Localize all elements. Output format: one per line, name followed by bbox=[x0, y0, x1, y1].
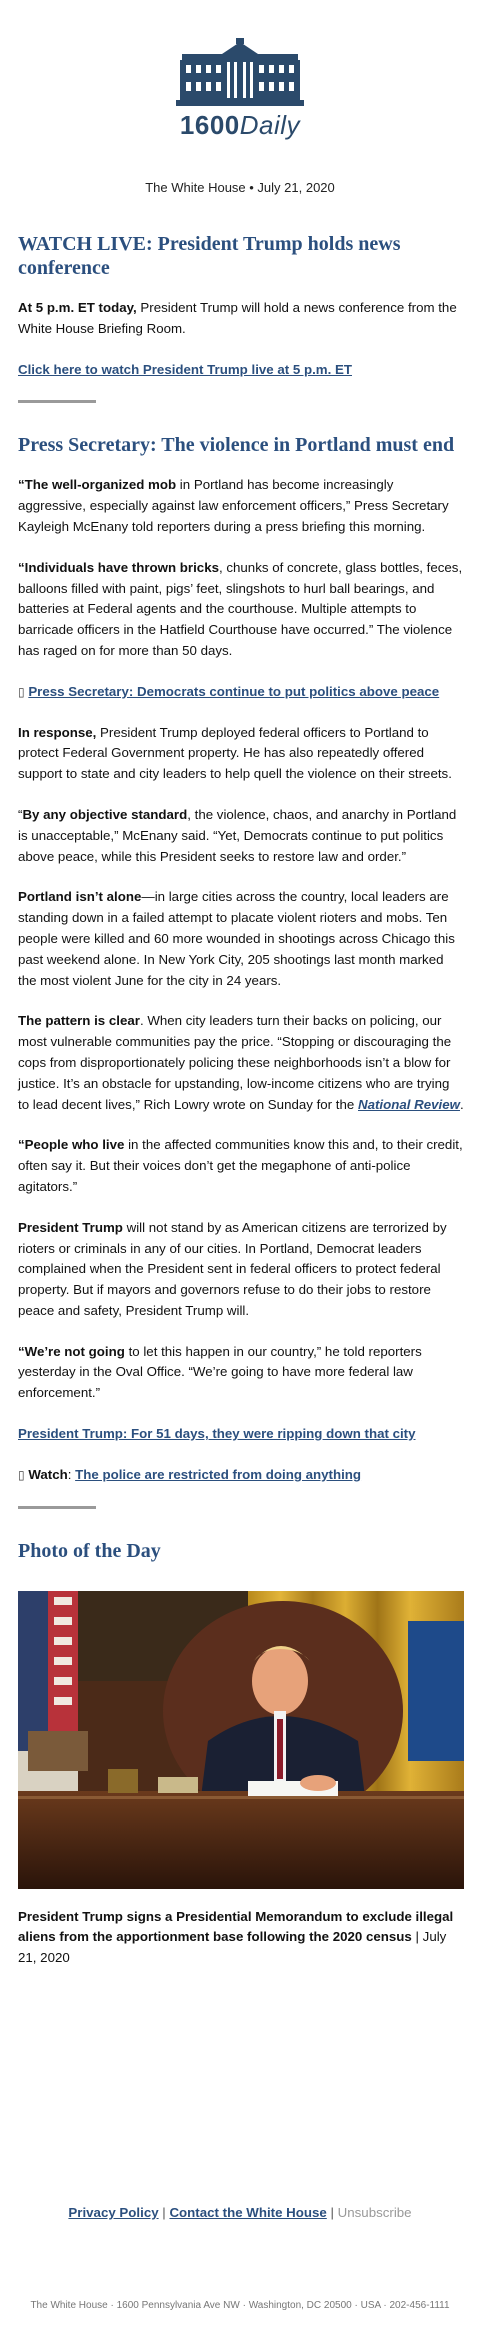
police-restricted-link[interactable]: The police are restricted from doing anything bbox=[75, 1466, 362, 1482]
national-review-link[interactable]: National Review bbox=[358, 1096, 460, 1112]
caption-date: | July 21, 2020 bbox=[18, 1929, 447, 1966]
lead-in: Portland isn’t alone bbox=[18, 889, 142, 905]
paragraph bbox=[18, 1465, 464, 1486]
brand-wordmark bbox=[0, 110, 480, 141]
body-text: President Trump will hold a news conference from the White House Briefing Room. bbox=[18, 300, 457, 336]
brand-number: 1600 bbox=[179, 110, 240, 140]
body-text: , the violence, chaos, and anarchy in Portland is unacceptable,” McEnany said. “Yet, Democrats continue to put politics above peace, while this President seeks to restore law and order.” bbox=[18, 806, 457, 864]
paragraph bbox=[18, 360, 464, 381]
section-title-portland: Press Secretary: The violence in Portland must end bbox=[18, 434, 455, 457]
paragraph bbox=[18, 1342, 464, 1404]
unsubscribe-link[interactable]: Unsubscribe bbox=[337, 2205, 412, 2220]
body-text: in the affected communities know this and, to their credit, often say it. But their voices don’t get the megaphone of anti-police agitators.” bbox=[18, 1137, 463, 1194]
footer-address: The White House · 1600 Pennsylvania Ave NW · Washington, DC 20500 · USA · 202-456-1111 bbox=[30, 2300, 450, 2311]
lead-in: At 5 p.m. ET today, bbox=[18, 300, 137, 315]
lead-in: “People who live bbox=[18, 1137, 125, 1153]
footer-separator: | bbox=[158, 2205, 170, 2220]
paragraph bbox=[18, 298, 464, 340]
white-house-logo-icon bbox=[170, 38, 310, 108]
section-divider bbox=[18, 400, 96, 403]
body-text: . When city leaders turn their backs on policing, our most vulnerable communities pay the price. “Stopping or discouraging the cops from disproportionately policing these neighborhoods isn’t a blow for justice. It’s an obstacle for upstanding, low-income citizens who are trying to lead decent lives,” Rich Lowry wrote on Sunday for the bbox=[18, 1013, 452, 1112]
section-divider bbox=[18, 1506, 96, 1509]
photo-caption bbox=[18, 1907, 464, 1969]
watch-live-link[interactable]: Click here to watch President Trump live at 5 p.m. ET bbox=[18, 361, 352, 377]
dateline: The White House • July 21, 2020 bbox=[145, 180, 335, 195]
section-title-photo-of-the-day: Photo of the Day bbox=[18, 1539, 161, 1562]
contact-link[interactable]: Contact the White House bbox=[169, 2205, 327, 2220]
paragraph bbox=[18, 475, 464, 537]
oval-office-photo-icon bbox=[18, 1591, 464, 1889]
caption-title: President Trump signs a Presidential Memorandum to exclude illegal aliens from the apportionment base following the 2020 census bbox=[18, 1908, 454, 1945]
lead-in: The pattern is clear bbox=[18, 1013, 140, 1029]
quote-mark: “ bbox=[18, 806, 23, 822]
body-text: to let this happen in our country,” he told reporters yesterday in the Oval Office. “We’re going to have more federal law enforcement.” bbox=[18, 1343, 422, 1401]
ripping-down-city-link[interactable]: President Trump: For 51 days, they were ripping down that city bbox=[18, 1426, 416, 1442]
privacy-policy-link[interactable]: Privacy Policy bbox=[68, 2205, 159, 2220]
paragraph bbox=[18, 723, 464, 785]
politics-above-peace-link[interactable]: Press Secretary: Democrats continue to put politics above peace bbox=[28, 683, 440, 699]
lead-in: By any objective standard bbox=[22, 806, 188, 822]
lead-in: In response, bbox=[18, 724, 97, 740]
section-title-watch-live: WATCH LIVE: President Trump holds news conference bbox=[18, 233, 401, 279]
watch-colon: : bbox=[67, 1466, 76, 1482]
body-text: , chunks of concrete, glass bottles, feces, balloons filled with paint, pigs’ feet, slingshots to hurl ball bearings, and batteries at Federal agents and the courthouse. Multiple attempts to barricade officers in the Hatfield Courthouse have occurred.” The violence has raged on for more than 50 days. bbox=[18, 559, 463, 658]
brand-word: Daily bbox=[239, 110, 301, 140]
paragraph bbox=[18, 1011, 464, 1115]
body-text: will not stand by as American citizens are terrorized by rioters or criminals in any of our cities. In Portland, Democrat leaders complained when the President sent in federal officers to protect federal property. But if mayors and governors refuse to do their jobs to restore peace and safety, President Trump will. bbox=[18, 1219, 447, 1318]
watch-label: Watch bbox=[28, 1466, 68, 1482]
masthead bbox=[0, 38, 480, 141]
footer-separator: | bbox=[326, 2205, 338, 2220]
paragraph bbox=[18, 1218, 464, 1322]
paragraph bbox=[18, 887, 464, 991]
paragraph bbox=[18, 1135, 464, 1197]
paragraph bbox=[18, 558, 464, 662]
paragraph bbox=[18, 682, 464, 703]
email-body bbox=[18, 232, 464, 1969]
lead-in: President Trump bbox=[18, 1219, 123, 1235]
footer-links bbox=[0, 2205, 480, 2220]
lead-in: “The well-organized mob bbox=[18, 477, 177, 493]
lead-in: “Individuals have thrown bricks bbox=[18, 559, 219, 575]
body-text: . bbox=[459, 1096, 464, 1112]
play-icon: ▯ bbox=[18, 1467, 25, 1482]
paragraph bbox=[18, 805, 464, 867]
body-text: —in large cities across the country, local leaders are standing down in a failed attempt to placate violent rioters and mobs. Ten people were killed and 60 more wounded in shootings across Chicago this past weekend alone. In New York City, 205 shootings last month marked the most violent June for the city in 24 years. bbox=[18, 889, 455, 988]
external-link-icon: ▯ bbox=[18, 684, 25, 699]
body-text: in Portland has become increasingly aggressive, especially against law enforcement officers,” Press Secretary Kayleigh McEnany told reporters during a press briefing this morning. bbox=[18, 477, 449, 534]
photo-of-the-day-image bbox=[18, 1591, 464, 1889]
lead-in: “We’re not going bbox=[18, 1343, 125, 1359]
body-text: President Trump deployed federal officers to Portland to protect Federal Government property. He has also repeatedly offered support to state and city leaders to help quell the violence on their streets. bbox=[18, 724, 452, 782]
paragraph bbox=[18, 1424, 464, 1445]
